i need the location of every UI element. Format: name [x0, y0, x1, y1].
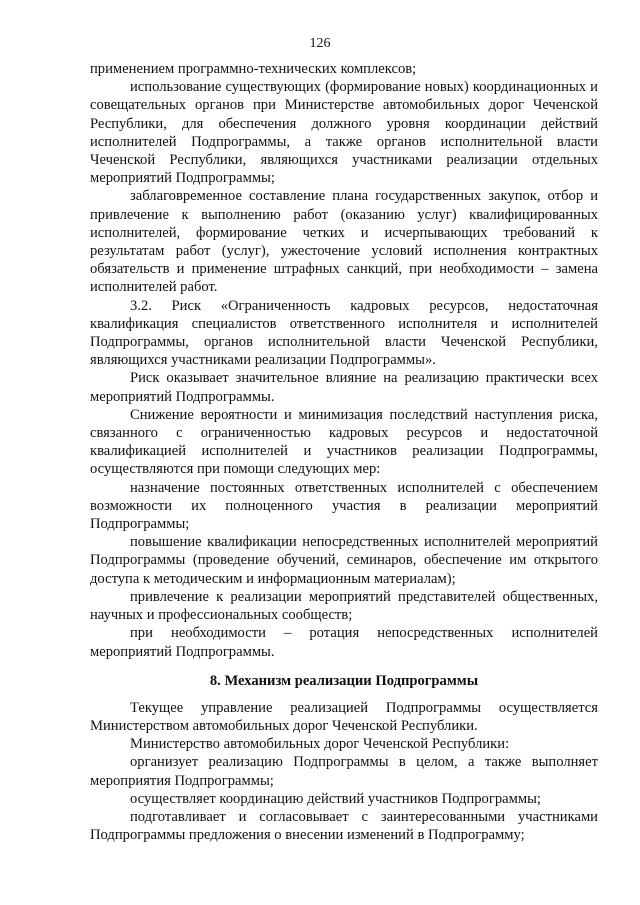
paragraph: 3.2. Риск «Ограниченность кадровых ресурсов, недостаточная квалификация специалистов ответственного исполнителя и исполнителей Подпрограммы, органов исполнительной власти Чеченской Республики, являющихся участниками реализации Подпрограммы». [90, 297, 598, 369]
page-number: 126 [309, 36, 331, 51]
paragraph: назначение постоянных ответственных исполнителей с обеспечением возможности их полноценного участия в реализации мероприятий Подпрограммы; [90, 479, 598, 533]
paragraph: повышение квалификации непосредственных исполнителей мероприятий Подпрограммы (проведение обучений, семинаров, обеспечение им открытого доступа к методическим и информационным материалам); [90, 534, 598, 587]
paragraphs-after-heading [90, 699, 598, 845]
paragraph: при необходимости – ротация непосредственных исполнителей мероприятий Подпрограммы. [90, 625, 598, 660]
paragraph: применением программно-технических комплексов; [90, 61, 417, 77]
paragraph: подготавливает и согласовывает с заинтересованными участниками Подпрограммы предложения о внесении изменений в Подпрограмму; [90, 808, 598, 844]
paragraph: использование существующих (формирование новых) координационных и совещательных органов при Министерстве автомобильных дорог Чеченской Республики, для обеспечения должного уровня координации действий исполнителей Подпрограммы, а также органов исполнительной власти Чеченской Республики, являющихся участниками реализации отдельных мероприятий Подпрограммы; [90, 79, 598, 187]
paragraph: Текущее управление реализацией Подпрограммы осуществляется Министерством автомобильных дорог Чеченской Республики. [90, 699, 598, 734]
paragraph: Снижение вероятности и минимизация последствий наступления риска, связанного с ограниченностью кадровых ресурсов и недостаточной квалификацией исполнителей и участников реализации Подпрограммы, осуществляются при помощи следующих мер: [90, 406, 598, 478]
paragraph: осуществляет координацию действий участников Подпрограммы; [130, 790, 541, 807]
document-body [90, 60, 598, 844]
section-heading: 8. Механизм реализации Подпрограммы [209, 672, 479, 689]
paragraph: Министерство автомобильных дорог Чеченской Республики: [130, 736, 510, 753]
paragraph: привлечение к реализации мероприятий представителей общественных, научных и профессиональных сообществ; [90, 588, 598, 624]
paragraph: заблаговременное составление плана государственных закупок, отбор и привлечение к выполнению работ (оказанию услуг) квалифицированных исполнителей, формирование четких и исчерпывающих требований к результатам работ (услуг), ужесточение условий исполнения контрактных обязательств и применение штрафных санкций, при необходимости – замена исполнителей работ. [90, 188, 598, 296]
paragraph: Риск оказывает значительное влияние на реализацию практически всех мероприятий Подпрограммы. [90, 370, 598, 405]
paragraph: организует реализацию Подпрограммы в целом, а также выполняет мероприятия Подпрограммы; [90, 754, 598, 789]
paragraphs-before-heading [90, 60, 598, 661]
